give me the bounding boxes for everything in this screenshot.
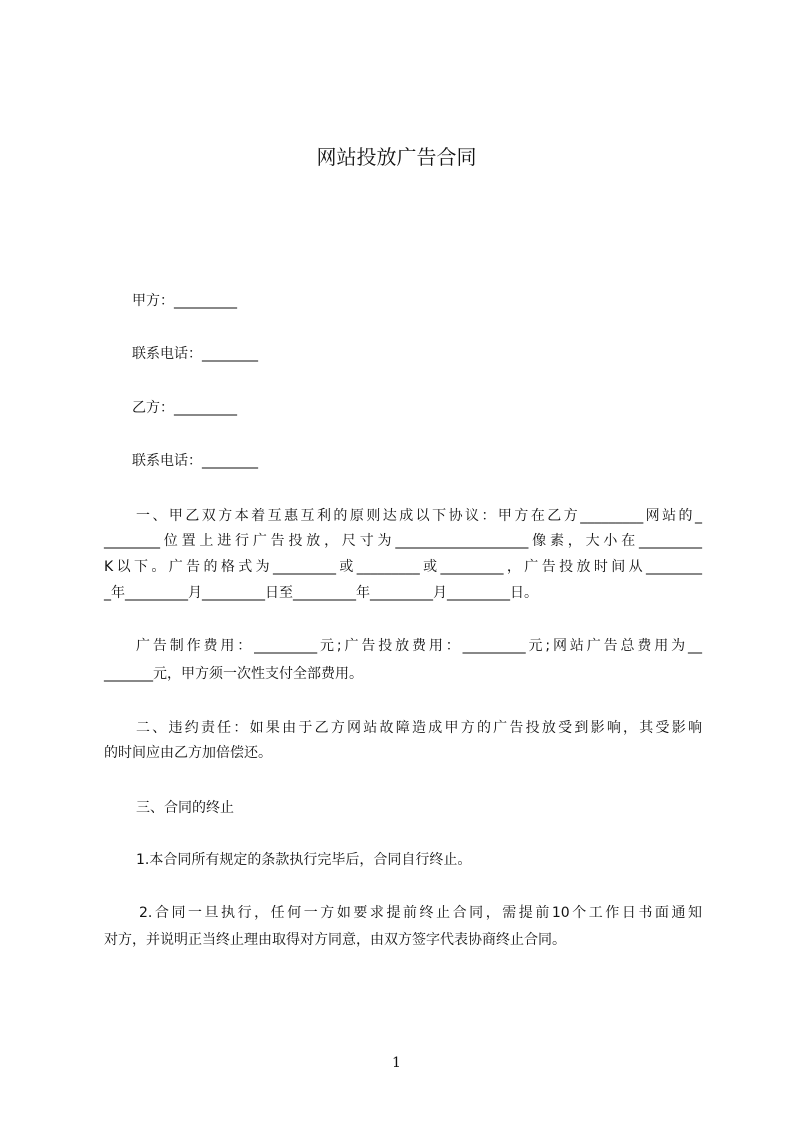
- paragraph-line: 广告制作费用：_________元;广告投放费用：_________元;网站广告总费用为__: [136, 638, 702, 654]
- page-number: 1: [392, 1055, 401, 1071]
- document-title: 网站投放广告合同: [316, 145, 477, 169]
- party-b-field: 乙方：_________: [132, 400, 237, 416]
- paragraph-line: _______元，甲方须一次性支付全部费用。: [104, 666, 363, 682]
- paragraph-line: 2.合同一旦执行，任何一方如要求提前终止合同，需提前10个工作日书面通知: [139, 905, 702, 921]
- paragraph-line: 的时间应由乙方加倍偿还。: [104, 745, 272, 761]
- party-a-phone-field: 联系电话：________: [132, 346, 258, 362]
- clause-3-heading: 三、合同的终止: [136, 800, 234, 816]
- paragraph-line: K以下。广告的格式为_________或_________或_________，广告投放时间从________: [104, 559, 702, 575]
- clause-3-item-1: 1.本合同所有规定的条款执行完毕后，合同自行终止。: [136, 852, 472, 868]
- paragraph-line: _年_________月_________日至_________年_________月_________日。: [104, 585, 538, 601]
- party-b-phone-field: 联系电话：________: [132, 453, 258, 469]
- paragraph-line: 对方，并说明正当终止理由取得对方同意，由双方签字代表协商终止合同。: [104, 932, 566, 948]
- paragraph-line: ________位置上进行广告投放，尺寸为___________________像素，大小在_________: [104, 533, 702, 549]
- party-a-field: 甲方：_________: [132, 293, 237, 309]
- paragraph-line: 二、违约责任：如果由于乙方网站故障造成甲方的广告投放受到影响，其受影响: [136, 720, 702, 736]
- paragraph-line: 一、甲乙双方本着互惠互利的原则达成以下协议：甲方在乙方_________网站的_: [136, 508, 702, 524]
